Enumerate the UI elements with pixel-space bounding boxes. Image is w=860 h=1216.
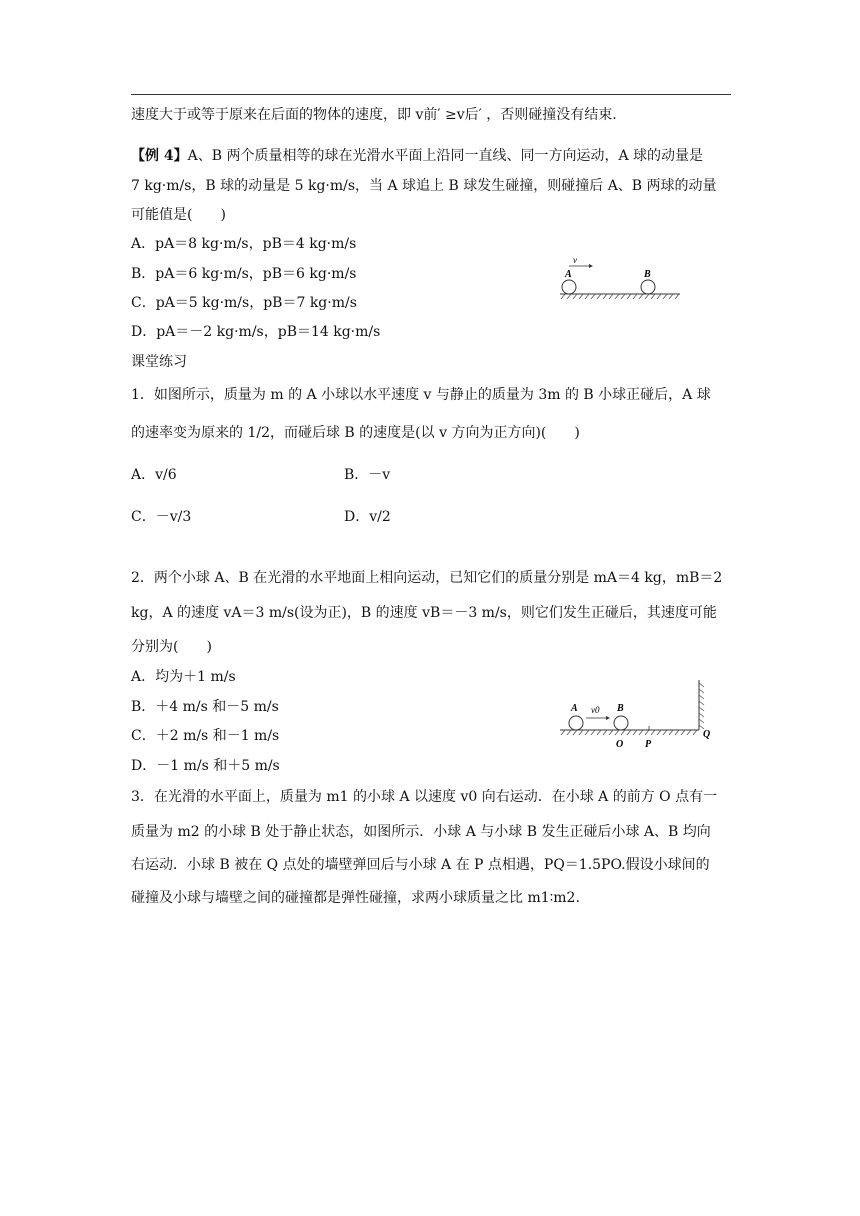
example-4-line-1: 【例 4】A、B 两个质量相等的球在光滑水平面上沿同一直线、同一方向运动，A 球的动量是 [131,148,704,164]
example-4-line-2: 7 kg·m/s，B 球的动量是 5 kg·m/s，当 A 球追上 B 球发生碰撞，则碰撞后 A、B 两球的动量 [131,178,717,194]
example-4-option-d: D．pA＝－2 kg·m/s，pB＝14 kg·m/s [131,324,381,340]
point-o-label: O [616,739,624,750]
ball-a-label: A [565,269,572,280]
q1-line-1: 1．如图所示，质量为 m 的 A 小球以水平速度 v 与静止的质量为 3m 的 B 小球正碰后，A 球 [131,387,711,403]
example-4-option-b: B．pA＝6 kg·m/s，pB＝6 kg·m/s [131,266,357,282]
q2-option-d: D．－1 m/s 和＋5 m/s [131,758,280,774]
q2-option-a: A．均为＋1 m/s [131,669,236,685]
q2-option-b: B．＋4 m/s 和－5 m/s [131,699,279,715]
example-4-tag: 【例 4】 [131,148,188,164]
q3-line-3: 右运动．小球 B 被在 Q 点处的墙壁弹回后与小球 A 在 P 点相遇，PQ＝1.5PO.假设小球间的 [131,857,710,873]
example-4-figure [555,255,685,301]
point-q-label: Q [703,729,711,740]
example-4-option-c: C．pA＝5 kg·m/s，pB＝7 kg·m/s [131,295,357,311]
q2-option-c: C．＋2 m/s 和－1 m/s [131,728,280,744]
q1-option-a: A．v/6 [131,467,177,483]
example-4-option-a: A．pA＝8 kg·m/s，pB＝4 kg·m/s [131,236,357,252]
q3-line-1: 3．在光滑的水平面上，质量为 m1 的小球 A 以速度 v0 向右运动．在小球 A 的前方 O 点有一 [131,789,718,805]
ball-a [569,716,583,730]
ball-b-label: B [617,703,624,714]
q1-option-b: B．－v [344,467,391,483]
v0-label: v0 [591,705,600,715]
ball-a-label: A [571,703,578,714]
q3-line-4: 碰撞及小球与墙壁之间的碰撞都是弹性碰撞，求两小球质量之比 m1∶m2. [131,890,580,906]
q2-line-1: 2．两个小球 A、B 在光滑的水平地面上相向运动，已知它们的质量分别是 mA＝4 kg，mB＝2 [131,570,723,586]
q1-option-d: D．v/2 [344,509,391,525]
q2-line-2: kg，A 的速度 vA＝3 m/s(设为正)，B 的速度 vB＝－3 m/s，则它们发生正碰后，其速度可能 [131,605,717,621]
q3-line-2: 质量为 m2 的小球 B 处于静止状态，如图所示．小球 A 与小球 B 发生正碰后小球 A、B 均向 [131,824,711,840]
section-title: 课堂练习 [131,354,187,370]
q1-line-2: 的速率变为原来的 1/2，而碰后球 B 的速度是(以 v 方向为正方向)( ) [131,425,580,441]
q1-option-c: C．－v/3 [131,509,192,525]
ball-b [614,716,628,730]
q2-line-3: 分别为( ) [131,639,212,655]
header-rule [131,94,731,95]
ball-b [641,280,655,294]
q3-figure [555,675,725,757]
ball-a [562,280,576,294]
example-4-line-3: 可能值是( ) [131,207,226,223]
velocity-label: v [573,255,577,265]
intro-line: 速度大于或等于原来在后面的物体的速度，即 v前′ ≥v后′ ，否则碰撞没有结束. [131,107,617,123]
ball-b-label: B [644,269,651,280]
point-p-label: P [645,739,652,750]
